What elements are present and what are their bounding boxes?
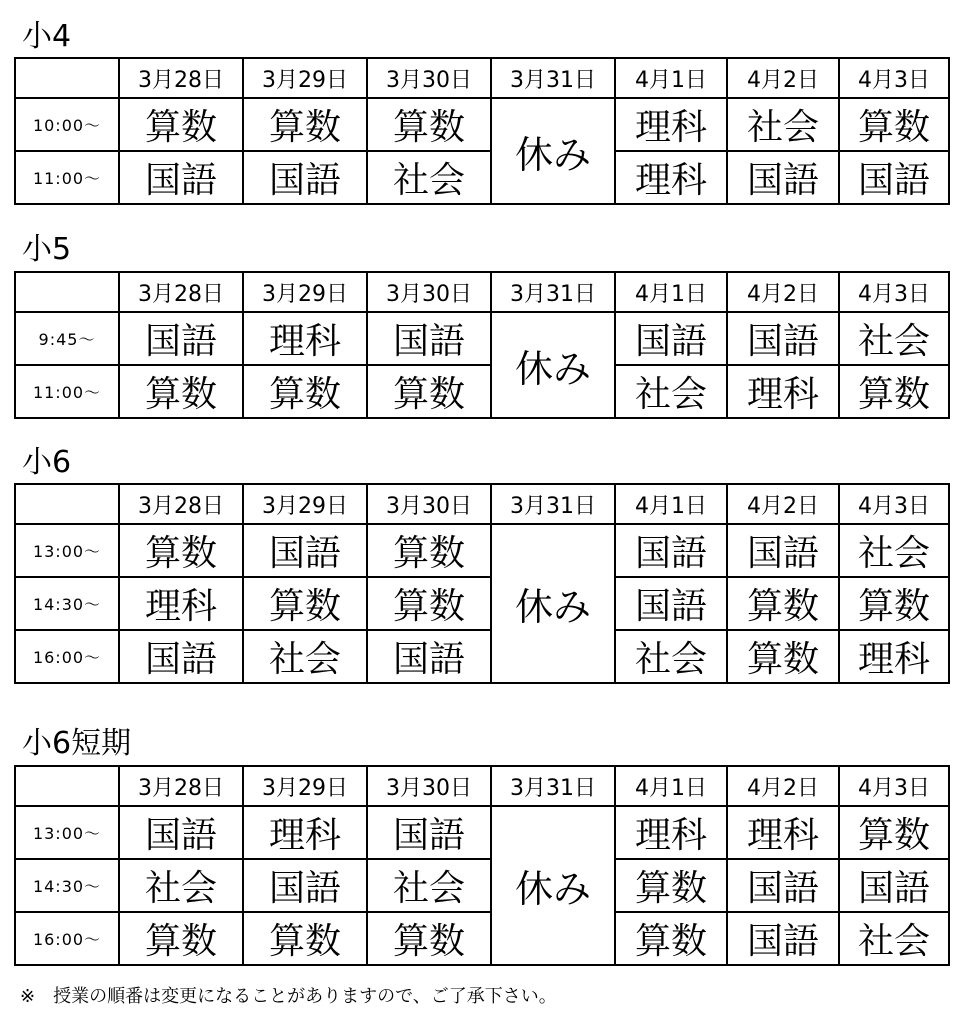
date-header: 4月3日	[839, 272, 949, 312]
section-title: 小6	[22, 445, 72, 480]
subject-cell: 算数	[119, 365, 243, 418]
subject-cell: 理科	[727, 806, 839, 859]
subject-cell: 国語	[727, 312, 839, 365]
header-row	[15, 766, 949, 806]
subject-cell: 算数	[727, 577, 839, 630]
subject-cell: 社会	[367, 151, 491, 204]
date-header: 4月3日	[839, 58, 949, 98]
subject-cell: 算数	[367, 98, 491, 151]
rest-day-cell: 休み	[491, 312, 615, 418]
date-header: 3月28日	[119, 272, 243, 312]
time-cell: 14:30～	[15, 859, 119, 912]
subject-cell: 算数	[119, 912, 243, 965]
subject-cell: 算数	[839, 806, 949, 859]
subject-cell: 国語	[615, 524, 727, 577]
subject-cell: 算数	[615, 859, 727, 912]
subject-cell: 算数	[727, 630, 839, 683]
subject-cell: 社会	[839, 312, 949, 365]
subject-cell: 国語	[615, 312, 727, 365]
date-header: 3月29日	[243, 272, 367, 312]
date-header: 3月31日	[491, 484, 615, 524]
time-cell: 9:45～	[15, 312, 119, 365]
subject-cell: 算数	[839, 365, 949, 418]
section-title: 小5	[22, 232, 72, 267]
rest-day-cell: 休み	[491, 806, 615, 965]
time-cell: 10:00～	[15, 98, 119, 151]
date-header: 3月31日	[491, 766, 615, 806]
date-header: 3月30日	[367, 272, 491, 312]
subject-cell: 社会	[839, 524, 949, 577]
date-header: 4月3日	[839, 766, 949, 806]
date-header: 4月2日	[727, 272, 839, 312]
corner-cell	[15, 484, 119, 524]
subject-cell: 理科	[839, 630, 949, 683]
subject-cell: 国語	[727, 912, 839, 965]
time-cell: 11:00～	[15, 151, 119, 204]
table-row	[15, 312, 949, 365]
subject-cell: 算数	[367, 577, 491, 630]
date-header: 4月2日	[727, 484, 839, 524]
subject-cell: 社会	[727, 98, 839, 151]
corner-cell	[15, 272, 119, 312]
subject-cell: 算数	[243, 577, 367, 630]
table-row	[15, 151, 949, 204]
date-header: 3月31日	[491, 58, 615, 98]
date-header: 3月30日	[367, 484, 491, 524]
time-cell: 13:00～	[15, 524, 119, 577]
subject-cell: 国語	[243, 524, 367, 577]
date-header: 3月30日	[367, 766, 491, 806]
date-header: 3月28日	[119, 766, 243, 806]
date-header: 3月29日	[243, 484, 367, 524]
subject-cell: 国語	[367, 630, 491, 683]
subject-cell: 算数	[839, 577, 949, 630]
subject-cell: 国語	[367, 806, 491, 859]
date-header: 4月2日	[727, 58, 839, 98]
date-header: 4月1日	[615, 272, 727, 312]
section-title: 小4	[22, 19, 72, 54]
subject-cell: 国語	[243, 151, 367, 204]
header-row	[15, 272, 949, 312]
table-row	[15, 912, 949, 965]
date-header: 3月29日	[243, 58, 367, 98]
subject-cell: 社会	[243, 630, 367, 683]
time-cell: 14:30～	[15, 577, 119, 630]
date-header: 4月1日	[615, 58, 727, 98]
table-row	[15, 577, 949, 630]
date-header: 4月1日	[615, 766, 727, 806]
table-row	[15, 365, 949, 418]
subject-cell: 理科	[615, 806, 727, 859]
subject-cell: 国語	[367, 312, 491, 365]
subject-cell: 国語	[243, 859, 367, 912]
time-cell: 16:00～	[15, 912, 119, 965]
table-row	[15, 859, 949, 912]
subject-cell: 国語	[119, 151, 243, 204]
subject-cell: 算数	[243, 365, 367, 418]
schedule-table	[14, 57, 950, 205]
section-title: 小6短期	[22, 726, 132, 761]
date-header: 3月28日	[119, 484, 243, 524]
date-header: 3月31日	[491, 272, 615, 312]
time-cell: 11:00～	[15, 365, 119, 418]
schedule-table	[14, 483, 950, 684]
subject-cell: 算数	[615, 912, 727, 965]
schedule-table	[14, 765, 950, 966]
corner-cell	[15, 58, 119, 98]
date-header: 3月29日	[243, 766, 367, 806]
table-row	[15, 806, 949, 859]
subject-cell: 国語	[727, 859, 839, 912]
subject-cell: 国語	[119, 312, 243, 365]
rest-day-cell: 休み	[491, 98, 615, 204]
date-header: 3月30日	[367, 58, 491, 98]
subject-cell: 理科	[727, 365, 839, 418]
rest-day-cell: 休み	[491, 524, 615, 683]
table-row	[15, 98, 949, 151]
time-cell: 13:00～	[15, 806, 119, 859]
subject-cell: 国語	[119, 806, 243, 859]
subject-cell: 算数	[119, 98, 243, 151]
subject-cell: 理科	[243, 312, 367, 365]
schedule-table	[14, 271, 950, 419]
subject-cell: 社会	[839, 912, 949, 965]
subject-cell: 社会	[615, 630, 727, 683]
subject-cell: 算数	[367, 365, 491, 418]
date-header: 4月2日	[727, 766, 839, 806]
header-row	[15, 484, 949, 524]
date-header: 3月28日	[119, 58, 243, 98]
subject-cell: 理科	[615, 98, 727, 151]
subject-cell: 理科	[243, 806, 367, 859]
subject-cell: 社会	[119, 859, 243, 912]
header-row	[15, 58, 949, 98]
subject-cell: 算数	[243, 98, 367, 151]
subject-cell: 算数	[367, 912, 491, 965]
footnote: ※ 授業の順番は変更になることがありますので、ご了承下さい。	[20, 986, 557, 1007]
subject-cell: 社会	[367, 859, 491, 912]
subject-cell: 国語	[615, 577, 727, 630]
table-row	[15, 524, 949, 577]
subject-cell: 社会	[615, 365, 727, 418]
subject-cell: 国語	[119, 630, 243, 683]
subject-cell: 理科	[615, 151, 727, 204]
subject-cell: 国語	[839, 151, 949, 204]
subject-cell: 国語	[727, 524, 839, 577]
corner-cell	[15, 766, 119, 806]
date-header: 4月3日	[839, 484, 949, 524]
subject-cell: 算数	[243, 912, 367, 965]
subject-cell: 算数	[119, 524, 243, 577]
subject-cell: 国語	[727, 151, 839, 204]
subject-cell: 算数	[367, 524, 491, 577]
subject-cell: 国語	[839, 859, 949, 912]
table-row	[15, 630, 949, 683]
subject-cell: 算数	[839, 98, 949, 151]
time-cell: 16:00～	[15, 630, 119, 683]
subject-cell: 理科	[119, 577, 243, 630]
date-header: 4月1日	[615, 484, 727, 524]
